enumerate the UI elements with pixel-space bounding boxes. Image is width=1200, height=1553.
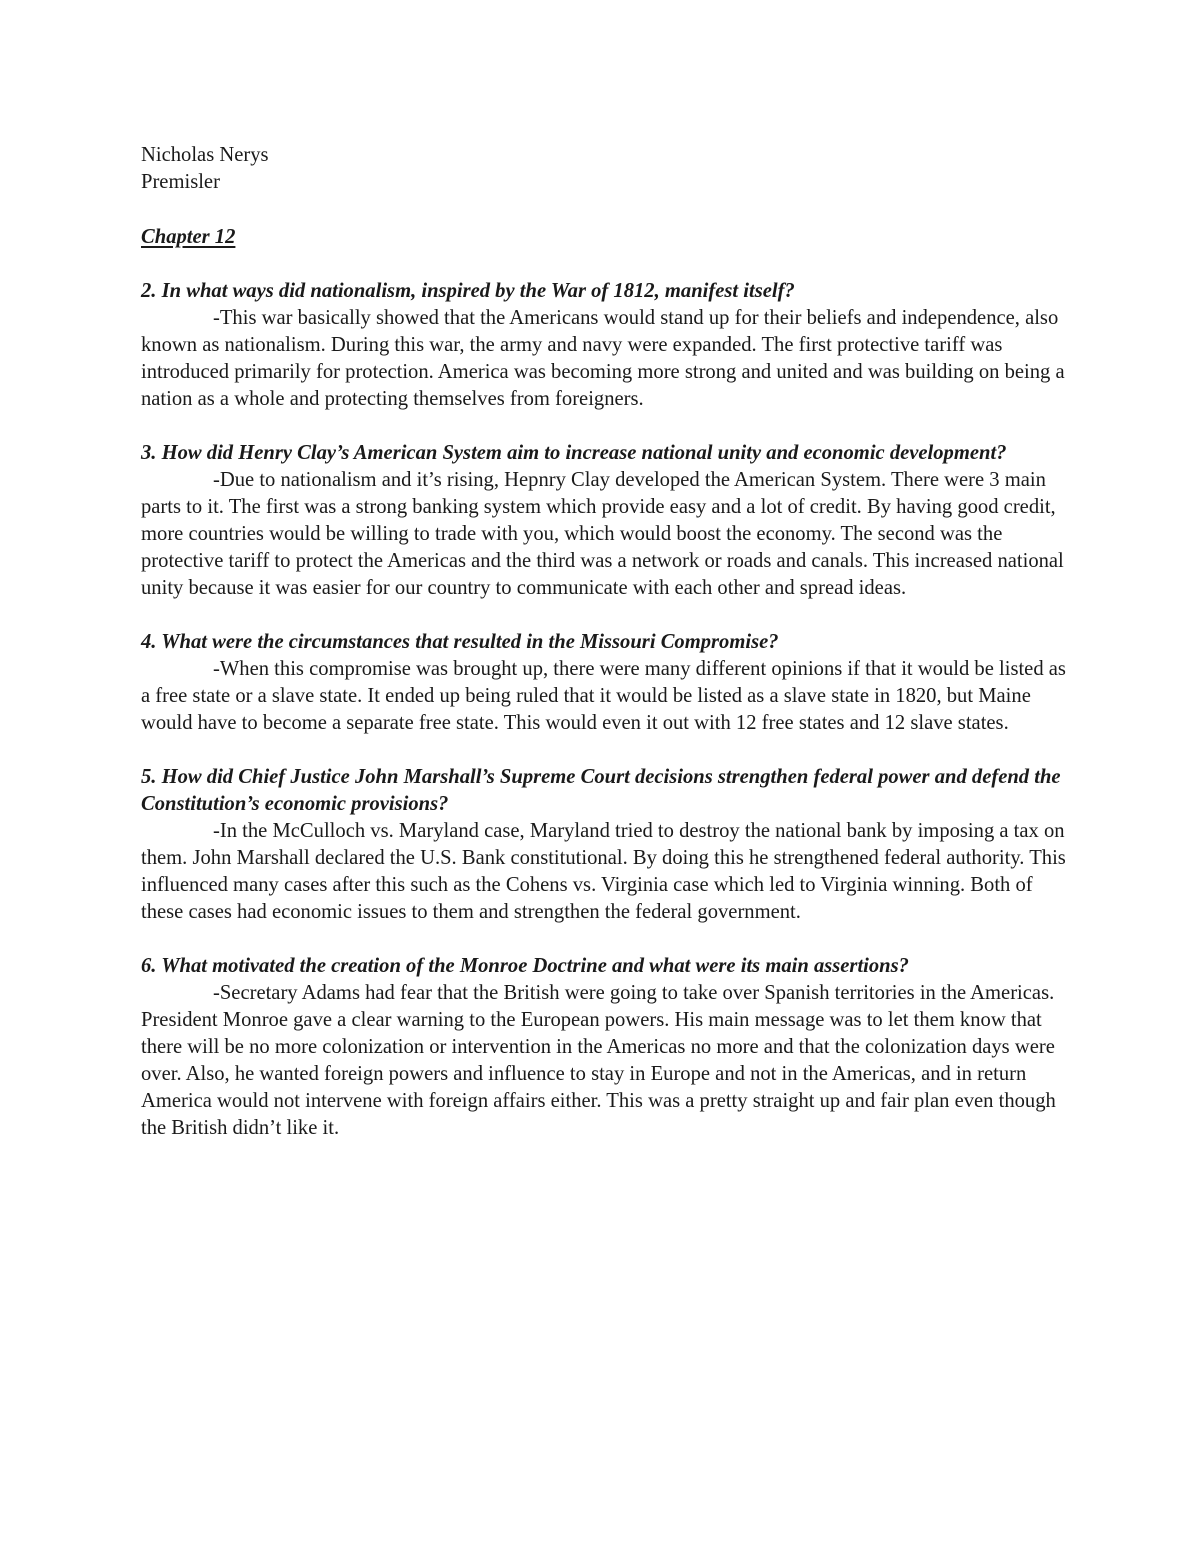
question-section-4	[141, 629, 1066, 737]
answer-4: -When this compromise was brought up, there were many different opinions if that it would be listed as a free state or a slave state. It ended up being ruled that it would be listed as a slave state in 1820, but Maine would have to become a separate free state. This would even it out with 12 free states and 12 slave states.	[141, 658, 1066, 734]
question-3: 3. How did Henry Clay’s American System aim to increase national unity and economic development?	[141, 442, 1007, 464]
answer-6: -Secretary Adams had fear that the British were going to take over Spanish territories in the Americas. President Monroe gave a clear warning to the European powers. His main message was to let them know that there will be no more colonization or intervention in the Americas no more and that the colonization days were over. Also, he wanted foreign powers and influence to stay in Europe and not in the Americas, and in return America would not intervene with foreign affairs either. This was a pretty straight up and fair plan even though the British didn’t like it.	[141, 982, 1056, 1139]
question-section-2	[141, 278, 1066, 413]
question-section-6	[141, 953, 1066, 1142]
chapter-title: Chapter 12	[141, 226, 236, 248]
teacher-name: Premisler	[141, 171, 220, 193]
question-6: 6. What motivated the creation of the Monroe Doctrine and what were its main assertions?	[141, 955, 909, 977]
student-name: Nicholas Nerys	[141, 144, 269, 166]
answer-2: -This war basically showed that the Americans would stand up for their beliefs and independence, also known as nationalism. During this war, the army and navy were expanded. The first protective tariff was introduced primarily for protection. America was becoming more strong and united and was building on being a nation as a whole and protecting themselves from foreigners.	[141, 307, 1065, 410]
question-section-3	[141, 440, 1066, 602]
document-body	[141, 142, 1066, 1142]
answer-3: -Due to nationalism and it’s rising, Hepnry Clay developed the American System. There were 3 main parts to it. The first was a strong banking system which provide easy and a lot of credit. By having good credit, more countries would be willing to trade with you, which would boost the economy. The second was the protective tariff to protect the Americas and the third was a network or roads and canals. This increased national unity because it was easier for our country to communicate with each other and spread ideas.	[141, 469, 1064, 599]
answer-5: -In the McCulloch vs. Maryland case, Maryland tried to destroy the national bank by imposing a tax on them. John Marshall declared the U.S. Bank constitutional. By doing this he strengthened federal authority. This influenced many cases after this such as the Cohens vs. Virginia case which led to Virginia winning. Both of these cases had economic issues to them and strengthen the federal government.	[141, 820, 1066, 923]
question-2: 2. In what ways did nationalism, inspired by the War of 1812, manifest itself?	[141, 280, 795, 302]
question-5: 5. How did Chief Justice John Marshall’s Supreme Court decisions strengthen federal power and defend the Constitution’s economic provisions?	[141, 766, 1061, 815]
question-section-5	[141, 764, 1066, 926]
question-4: 4. What were the circumstances that resulted in the Missouri Compromise?	[141, 631, 779, 653]
